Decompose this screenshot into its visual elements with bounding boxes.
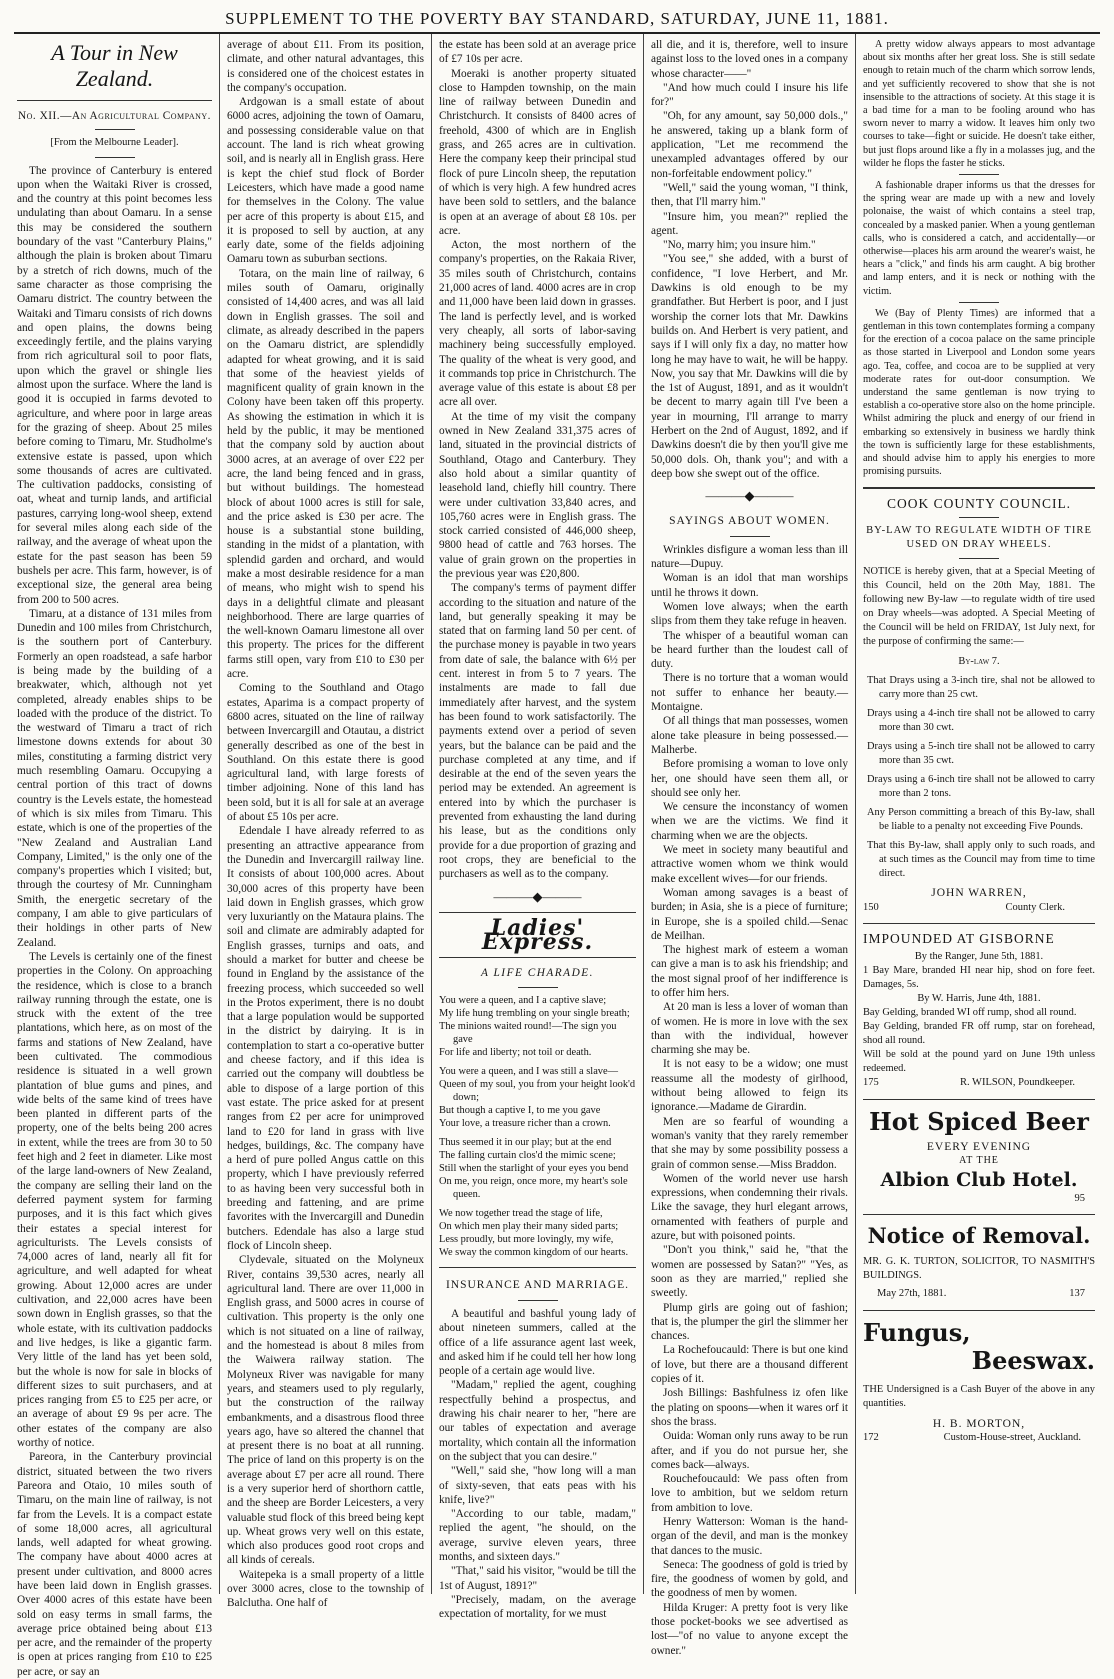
ad-line: AT THE (959, 1154, 999, 1166)
ad-title: Fungus, (863, 1317, 971, 1347)
paragraph: Coming to the Southland and Otago estates, Aparima is a compact property of 6800 acres, situated on the line of railway between Invercargill and Otautau, a district generally described as one of the best in Southland. On this estate there is good agricultural land, with large forests of timber adjoining. None of this land has been sold, but it is all for sale at an average of about £5 10s per acre. (227, 682, 424, 824)
divider (959, 302, 999, 303)
ad-address: Custom-House-street, Auckland. (943, 1432, 1081, 1444)
saying: Woman among savages is a beast of burden; in Asia, she is a piece of furniture; in Europe, she is a spoiled child.—Senac de Meilhan. (651, 886, 848, 942)
divider (95, 157, 135, 158)
section-title: INSURANCE AND MARRIAGE. (445, 1278, 630, 1291)
paragraph: "Well," said the young woman, "I think, then, that I'll marry him." (651, 181, 848, 209)
poem (439, 994, 636, 1259)
saying: The whisper of a beautiful woman can be heard further than the loudest call of duty. (651, 629, 848, 671)
poem-line: On which men play their many sided parts; (439, 1220, 619, 1232)
paragraph: At the time of my visit the company owned in New Zealand 331,375 acres of land, situated in the provincial districts of Southland, Otago and Canterbury. They also hold about a similar quantity of leasehold land, chiefly hill country. There were under cultivation 33,840 acres, and 105,760 acres were in English grass. The stock carried consisted of 446,000 sheep, 9800 head of cattle and 763 horses. The value of grain grown on the properties in the previous year was £20,800. (439, 410, 636, 580)
saying: Josh Billings: Bashfulness iz ofen like the plating on spoons—when it wares orf it shos the brass. (651, 1387, 848, 1428)
ad-number: 172 (863, 1432, 879, 1444)
paragraph: A beautiful and bashful young lady of about nineteen summers, called at the office of a life assurance agent last week, and asked him if he could tell her how long people of a certain age would live. (439, 1308, 636, 1378)
short-items (863, 38, 1095, 479)
bylaw-rule: Drays using a 5-inch tire shall not be allowed to carry more than 35 cwt. (867, 741, 1095, 767)
ornament-divider: ———◆——— (705, 488, 794, 504)
removal-ad (863, 1223, 1095, 1301)
paragraph: The province of Canterbury is entered upon when the Waitaki River is crossed, and the country at this point becomes less undulating than about Oamaru. In a sense this may be considered the southern boundary of the vast "Canterbury Plains," although the plain is broken about Timaru by a stretch of rich downs, much of the same character as those comprising the Oamaru district. The country between the Waitaki and Timaru consists of rich downs and open plains, the downs being exceedingly fertile, and the plains varying from rich agricultural soil to poor flats, upon which the gravel or shingle lies almost upon the surface. Where the land is good it is occupied in farms devoted to agriculture, and where poor in large areas for the grazing of sheep. About 25 miles before coming to Timaru, Mr. Studholme's extensive estate is passed, upon which some thousands of acres are cultivated. The cultivation paddocks, consisting of oat, wheat and turnip lands, and artificial pastures, carrying long-wool sheep, extend for several miles along each side of the railway, and the average of wheat upon the estate for the past season has been 59 bushels per acre. This farm, however, is of exceptional size, the general area being from 200 to 500 acres. (17, 164, 212, 606)
saying: Seneca: The goodness of gold is tried by fire, the goodness of women by gold, and the goodness of men by women. (651, 1558, 848, 1600)
council-notice (863, 497, 1095, 915)
saying: Woman is an idol that man worships until he throws it down. (651, 572, 848, 599)
paragraph: average of about £11. From its position, climate, and other natural advantages, this is considered one of the choicest estates in the company's occupation. (227, 39, 424, 94)
divider (518, 1300, 558, 1301)
saying: We censure the inconstancy of women when we are the victims. We find it charming when we are the objects. (651, 801, 848, 842)
ornament-divider: ———◆——— (493, 888, 582, 904)
paragraph: "Oh, for any amount, say 50,000 dols.," he answered, taking up a blank form of application, "Let me recommend the unexampled advantages offered by our non-forfeitable endowment policy." (651, 110, 848, 180)
saying: Women love always; when the earth slips from them they take refuge in heaven. (651, 600, 848, 628)
ad-title: Notice of Removal. (867, 1223, 1091, 1249)
column-5 (856, 34, 1102, 1594)
divider (959, 174, 999, 175)
ad-footer (863, 901, 1095, 915)
poem-line: You were a queen, and I a captive slave; (439, 994, 607, 1006)
poem-line: My life hung trembling on your single breath; (439, 1007, 630, 1019)
poem-line: On me, you reign, once more, my heart's sole queen. (439, 1175, 628, 1200)
paragraph: The company's terms of payment differ according to the situation and nature of the land, but generally speaking it may be stated that on farming land 50 per cent. of the purchase money is payable in two years from date of sale, the balance with 6½ per cent. interest in from 5 to 7 years. The instalments are made to fall due immediately after harvest, and the system has been found to work satisfactorily. The payments extend over a period of seven years, but the balance can be paid and the purchase completed at any time, and if desirable at the end of the seven years the period may be extended. An agreement is entered into by which the purchaser is prevented from exhausting the land during his lease, but as the conditions only provide for a due proportion of grazing and root crops, they are beneficial to the purchasers as well as to the company. (439, 582, 636, 881)
ad-number: 137 (1069, 1288, 1085, 1300)
columns (10, 34, 1104, 1678)
poem-line: But though a captive I, to me you gave (439, 1104, 601, 1116)
paragraph: Timaru, at a distance of 131 miles from Dunedin and 100 miles from Christchurch, is the southern port of Canterbury. Formerly an open roadstead, a safe harbor is being made by the building of a breakwater, which, although not yet completed, already enables ships to be loaded with the produce of the district. To the westward of Timaru a tract of rich limestone downs extends for about 30 miles, constituting a farming district very much resembling Oamaru. Occupying a central portion of this tract of downs country is the Levels estate, the homestead of which is six miles from Timaru. This estate, which is one of the properties of the "New Zealand and Australian Land Company, Limited," is the only one of the company's properties which I visited; but, through the courtesy of Mr. Cunningham Smith, the energetic secretary of the company, I am able to give particulars of their holdings in other parts of New Zealand. (17, 607, 212, 949)
paragraph: A pretty widow always appears to most advantage about six months after her great loss. She is still sedate enough to retain much of the charm which sorrow lends, and yet sufficiently recovered to show that she is not insensible to the attractions of society. At this stage it is a bad time for a man to be fooling around who has sworn never to marry a widow. It leaves him only two courses to take—fight or suicide. He doesn't take either, but just flops around like a fly in a molasses jug, and the wilder he flops the faster he sticks. (863, 39, 1095, 169)
poem-line: We sway the common kingdom of our hearts. (439, 1246, 629, 1258)
ad-body: THE Undersigned is a Cash Buyer of the above in any quantities. (863, 1383, 1095, 1409)
signature: JOHN WARREN, (931, 887, 1027, 900)
ad-line: EVERY EVENING (926, 1140, 1032, 1153)
paragraph: all die, and it is, therefore, well to insure against loss to the loved ones in a company whose character——" (651, 39, 848, 80)
divider (863, 923, 1095, 924)
bylaw-rule: That Drays using a 3-inch tire, shal not be allowed to carry more than 25 cwt. (867, 675, 1095, 701)
column-3 (432, 34, 644, 1621)
paragraph: The Levels is certainly one of the finest properties in the Colony. On approaching the residence, which is close to a branch railway running through the estate, one is struck with the extent of the tree plantations, which here, as on most of the farms and stations of New Zealand, have been cultivated. The commodious residence is situated in a well grown plantation of blue gums and pines, and wide belts of the same kind of trees have been planted in different parts of the property, one of the belts being 200 acres in extent, while the trees are from 30 to 50 feet high and 2 feet in diameter. Like most of the large land-owners of New Zealand, the company are selling their land on the deferred payment system for farming purposes, and it is this fact which gives their estates a special interest for agriculturists. The Levels consists of 74,000 acres of land, nearly all fit for agriculture, and well adapted for wheat growing. About 12,000 acres are under cultivation, and 22,000 acres have been sown down in English grasses, so that the whole estate, with its cultivation paddocks and live hedges, is like a gigantic farm. Very little of the land has yet been sold, but the whole is now for sale in blocks of different sizes to suit purchasers, and at prices ranging from £5 to £25 per acre, or an average of about £9 9s per acre. The other estates of the company are also worthy of notice. (17, 950, 212, 1450)
saying: Men are so fearful of wounding a woman's vanity that they rarely remember that she may by some possibility possess a grain of common sense.—Miss Braddon. (651, 1115, 848, 1171)
poem-line: Still when the starlight of your eyes you bend (439, 1162, 629, 1174)
article-subhead: No. XII.—An Agricultural Company. (17, 110, 211, 122)
divider (17, 100, 212, 101)
paragraph: We (Bay of Plenty Times) are informed that a gentleman in this town contemplates forming a company for the erection of a cocoa palace on the same principle as those started in Liverpool and London some years ago. Tea, coffee, and cocoa are to be supplied at very moderate rates for out-door consumption. We understand the same gentleman is now trying to establish a co-operative store also on the home principle. Whilst admiring the pluck and energy of our friend in embarking so extensively in business we hardly think the town is sufficiently large for these establishments, and should advise him to apply his energies to more promising pursuits. (863, 307, 1095, 478)
impound-note: Will be sold at the pound yard on June 19th unless redeemed. (863, 1049, 1095, 1075)
bylaw-rule: Drays using a 4-inch tire shall not be allowed to carry more than 30 cwt. (867, 708, 1095, 734)
saying: There is no torture that a woman would not suffer to enhance her beauty.—Montaigne. (651, 672, 848, 714)
poem-line: You were a queen, and I was still a slave— (439, 1065, 619, 1077)
beer-ad (863, 1108, 1095, 1207)
notice-by: By the Ranger, June 5th, 1881. (914, 951, 1044, 963)
notice-title: COOK COUNTY COUNCIL. (886, 495, 1072, 511)
paragraph: Moeraki is another property situated close to Hampden township, on the main line of railway between Dunedin and Christchurch. It consists of 8400 acres of freehold, 4300 of which are in English grass, and 265 acres are in cultivation. Here the company keep their principal stud flock of pure Lincoln sheep, the reputation of which is very high. A few hundred acres have been sold to settlers, and the balance is open at an average of about £8 10s. per acre. (439, 67, 636, 237)
poem-line: Less proudly, but more lovingly, my wife, (439, 1233, 614, 1245)
paragraph: Edendale I have already referred to as presenting an attractive appearance from the Dunedin and Invercargill railway line. It consists of about 100,000 acres. About 30,000 acres of this property have been laid down in English grasses, which grow very luxuriantly on the Mataura plains. The soil and climate are admirably adapted for English grasses, turnips and oats, and should a market for butter and cheese be found in England by the assistance of the freezing process, which succeeded so well in the Protos experiment, there is no doubt that a large population would be supported in the district by dairying. It is in contemplation to start a co-operative butter and cheese factory, and if this idea is carried out the company will doubtless be able to dispose of a large portion of this vast estate. The price asked for at present ranges from £2 per acre for unimproved land to £20 for land in grass with live hedges, buildings, &c. The company have a herd of pure polled Angus cattle on this property, which I have previously referred to as having been very successful both in breeding and fattening, and are prime favorites with the Invercargill and Dunedin butchers. Edendale has also a large stud flock of Lincoln sheep. (227, 825, 424, 1252)
impound-item: Bay Gelding, branded FR off rump, star on forehead, shod all round. (863, 1021, 1095, 1047)
saying: Before promising a woman to love only her, one should have seen them all, or should see only her. (651, 758, 848, 799)
bylaw-rule: That this By-law, shall apply only to such roads, and at such times as the Council may from time to time direct. (867, 840, 1095, 880)
notice-title: IMPOUNDED AT GISBORNE (863, 930, 1055, 946)
divider (95, 129, 135, 130)
divider (439, 957, 636, 958)
saying: Hilda Kruger: A pretty foot is very like those pocket-books we see advertised as lost—"of no value to anyone except the owner." (651, 1601, 848, 1657)
ad-footer (863, 1431, 1095, 1445)
saying: Plump girls are going out of fashion; that is, the plumper the girl the slimmer her chances. (651, 1301, 848, 1343)
section-title: SAYINGS ABOUT WOMEN. (669, 514, 830, 527)
paragraph: Clydevale, situated on the Molyneux River, contains 39,530 acres, nearly all agricultural land. There are over 11,000 in English grass, and 5000 acres in course of cultivation. This property is the only one which is not situated on a line of railway, and the homestead is about 8 miles from the Waiwera railway station. The Molyneux River was navigable for many years, and steamers used to ply regularly, but the construction of the railway embankments, and a disastrous flood three years ago, have so altered the channel that at present there is no boat at all running. The price of land on this property is on the average about £7 per acre all round. There is a very superior herd of shorthorn cattle, and the sheep are Border Leicesters, a very valuable stud flock of this breed being kept up. Wheat grows very well on this estate, which also produces good root crops and all kinds of cereals. (227, 1254, 424, 1567)
notice-by: By W. Harris, June 4th, 1881. (917, 993, 1041, 1005)
saying: Henry Watterson: Woman is the hand-organ of the devil, and man is the monkey that dances to the music. (651, 1515, 848, 1557)
bylaw-heading: By-law 7. (958, 656, 1000, 668)
poem-line: Thus seemed it in our play; but at the end (439, 1136, 612, 1148)
paragraph: Ardgowan is a small estate of about 6000 acres, adjoining the town of Oamaru, and possessing considerable value on that account. The land is rich wheat growing soil, and is nearly all in English grass. Here is kept the chief stud flock of Border Leicesters, which have made a good name for themselves in the Colony. The value per acre of this property is about £15, and it is proposed to sell by auction, at any early date, some of the fields adjoining Oamaru town as suburban sections. (227, 96, 424, 266)
paragraph: "That," said his visitor, "would be till the 1st of August, 1891?" (439, 1565, 637, 1592)
article-headline: A Tour in New Zealand. (51, 40, 178, 91)
notice-text: NOTICE is hereby given, that at a Special Meeting of this Council, held on the 20th May, 1881. The following new By-law —to regulate width of tire used on Dray wheels—was adopted. A Special Meeting of the Council will be held on FRIDAY, 1st July next, for the purpose of confirming the same:— (863, 566, 1095, 648)
paragraph: Pareora, in the Canterbury provincial district, situated between the two rivers Pareora and Otaio, 10 miles south of Timaru, on the main line of railway, is not far from the Levels. It is a compact estate of some 18,000 acres, all agricultural lands, well adapted for wheat growing. The company have about 4000 acres at present under cultivation, and 8000 acres have been laid down in English grasses. Over 4000 acres of this estate have been sold on easy terms in small farms, the average price obtained being about £13 per acre, and the remainder of the property is open at prices ranging from £10 to £25 per acre, or say an (17, 1451, 212, 1678)
paragraph: Totara, on the main line of railway, 6 miles south of Oamaru, originally consisted of 14,400 acres, and was all laid down in English grasses. The soil and climate, as already described in the papers on the Oamaru district, are splendidly adapted for wheat growing, and it is said that some of the heaviest yields of magnificent quality of grain known in the Colony have been taken off this property. As showing the estimation in which it is held by the public, it may be mentioned that the company sold by auction about 3000 acres, at an average of over £22 per acre, the land being fenced and in grass, but without buildings. The homestead block of about 1000 acres is still for sale, and the price asked is £30 per acre. The house is a substantial stone building, standing in the midst of a plantation, with splendid garden and orchard, and would make a most desirable residence for a man of means, who might wish to spend his days in a delightful climate and pleasant neighborhood. There are large quarries of the well-known Oamaru limestone all over this property. The prices for the different farms still open, vary from £10 to £30 per acre. (227, 267, 424, 681)
paragraph: "And how much could I insure his life for?" (651, 81, 848, 109)
poem-line: The minions waited round!—The sign you gave (439, 1020, 617, 1045)
paragraph: "Madam," replied the agent, coughing respectfully behind a prospectus, and drawing his chair nearer to her, "here are our tables of expectation and average mortality, which contain all the information on the subject that you can desire." (439, 1379, 636, 1463)
fungus-ad (863, 1319, 1095, 1446)
divider (863, 1099, 1095, 1100)
paragraph: the estate has been sold at an average price of £7 10s per acre. (439, 39, 636, 66)
bylaw-rules (863, 674, 1095, 881)
bylaw-rule: Drays using a 6-inch tire shall not be allowed to carry more than 2 tons. (867, 774, 1095, 800)
article-credit: [From the Melbourne Leader]. (50, 137, 179, 149)
paragraph: "According to our table, madam," replied the agent, "he should, on the average, survive eleven years, three months, and sixteen days." (439, 1508, 636, 1564)
saying: The highest mark of esteem a woman can give a man is to ask his friendship; and the most signal proof of her indifference is to offer him hers. (651, 944, 848, 999)
saying: We meet in society many beautiful and attractive women whom we think would make excellent wives—for our friends. (651, 844, 848, 885)
saying: Ouida: Woman only runs away to be run after, and if you do not pursue her, she comes back—always. (651, 1430, 848, 1471)
paragraph: A fashionable draper informs us that the dresses for the spring wear are made up with a new and lovely polonaise, the waist of which contains a steel trap, concealed by a masked panier. When a young gentleman calls, who is considered a catch, and accidentally—or otherwise—places his arm around the wearer's waist, he hears a "click," and finds his arm caught. A big brother and lamp enters, and it is neck or nothing with the victim. (863, 180, 1095, 297)
poem-line: Queen of my soul, you from your height look'd down; (439, 1078, 636, 1103)
ad-number: 150 (863, 901, 879, 913)
paragraph: "Well," said she, "how long will a man of sixty-seven, that eats peas with his knife, live?" (439, 1465, 636, 1506)
masthead: SUPPLEMENT TO THE POVERTY BAY STANDARD, SATURDAY, JUNE 11, 1881. (225, 9, 889, 28)
paragraph: "You see," she added, with a burst of confidence, "I love Herbert, and Mr. Dawkins is old enough to be my grandfather. But Herbert is poor, and I just worship the corner lots that Mr. Dawkins builds on. And Herbert is very patient, and says if I will only fix a day, no matter how long he may have to wait, he will be happy. Now, you say that Mr. Dawkins will die by the 1st of August, 1891, and as it wouldn't be decent to marry again till I've been a year in mourning, I'll arrange to marry Herbert on the 2nd of August, 1892, and if Dawkins doesn't die by then you'll give me 50,000 dols. Oh, thank you"; and with a deep bow she swept out of the office. (651, 253, 848, 480)
divider (863, 1214, 1095, 1215)
divider (518, 987, 558, 988)
impound-notice (863, 932, 1095, 1091)
impound-item: Bay Gelding, branded WI off rump, shod all round. (863, 1007, 1077, 1019)
impound-item: 1 Bay Mare, branded HI near hip, shod on fore feet. Damages, 5s. (863, 965, 1095, 991)
saying: Of all things that man possesses, women alone take pleasure in being possessed.—Malherbe. (651, 715, 848, 756)
section-title: Ladies' Express. (481, 914, 594, 956)
ad-number: 95 (1074, 1193, 1085, 1205)
ad-number: 175 (863, 1077, 879, 1089)
notice-subtitle: BY-LAW TO REGULATE WIDTH OF TIRE USED ON DRAY WHEELS. (866, 524, 1092, 551)
column-4 (644, 34, 856, 1657)
column-2 (220, 34, 432, 1610)
saying: "Don't you think," said he, "that the women are possessed by Satan?" "Yes, as soon as they are married," replied she sweetly. (651, 1244, 848, 1300)
column-1 (10, 34, 220, 1678)
paragraph: "No, marry him; you insure him." (663, 239, 816, 252)
divider (863, 1310, 1095, 1311)
ad-date: May 27th, 1881. (877, 1288, 947, 1300)
saying: It is not easy to be a widow; one must reassume all the modesty of girlhood, without being allowed to feign its ignorance.—Madame de Girardin. (651, 1058, 848, 1114)
ad-footer (863, 1287, 1095, 1301)
poem-line: For life and liberty; not toil or death. (439, 1046, 592, 1058)
divider (439, 1267, 636, 1268)
paragraph: Waitepeka is a small property of a little over 3000 acres, close to the township of Balclutha. One half of (227, 1568, 424, 1610)
signature: H. B. MORTON, (932, 1417, 1026, 1430)
divider (959, 517, 999, 518)
divider (863, 487, 1095, 489)
divider (730, 536, 770, 537)
divider (959, 558, 999, 559)
ad-title: Hot Spiced Beer (869, 1106, 1089, 1136)
ad-footer (863, 1076, 1095, 1090)
saying: Women of the world never use harsh expressions, when condemning their rivals. Like the savage, they hurl elegant arrows, ornamented with feathers of purple and azure, but with poisoned points. (651, 1172, 848, 1243)
signature: R. WILSON, Poundkeeper. (959, 1077, 1075, 1089)
poem-line: Your love, a treasure richer than a crown. (439, 1117, 611, 1129)
ad-body: MR. G. K. TURTON, SOLICITOR, TO NASMITH'S BUILDINGS. (863, 1256, 1095, 1282)
poem-title: A LIFE CHARADE. (481, 967, 594, 980)
saying: La Rochefoucauld: There is but one kind of love, but there are a thousand different copies of it. (651, 1344, 848, 1386)
signer-role: County Clerk. (1005, 901, 1065, 913)
poem-line: We now together tread the stage of life, (439, 1207, 603, 1219)
saying: Wrinkles disfigure a woman less than ill nature—Dupuy. (651, 543, 848, 571)
paragraph: Acton, the most northern of the company's properties, on the Rakaia River, 35 miles south of Christchurch, contains 21,000 acres of land. 4000 acres are in crop and 11,000 have been laid down in grasses. The land is perfectly level, and is worked very cheaply, all sorts of labor-saving machinery being successfully employed. The quality of the wheat is very good, and it commands top price in Christchurch. The average value of this estate is about £8 per acre all over. (439, 239, 636, 409)
paragraph: "Insure him, you mean?" replied the agent. (651, 210, 848, 237)
bylaw-rule: Any Person committing a breach of this By-law, shall be liable to a penalty not exceeding Five Pounds. (867, 807, 1095, 833)
paragraph: "Precisely, madam, on the average expectation of mortality, for we must (439, 1593, 636, 1621)
divider (439, 912, 636, 913)
saying: Rouchefoucauld: We pass often from love to ambition, but we seldom return from ambition to love. (651, 1473, 848, 1514)
poem-line: The falling curtain clos'd the mimic scene; (439, 1149, 616, 1161)
saying: At 20 man is less a lover of woman than of women. He is more in love with the sex than with the individual, however charming she may be. (651, 1001, 848, 1057)
hotel-name: Albion Club Hotel. (880, 1169, 1078, 1192)
ad-title: Beeswax. (971, 1345, 1095, 1375)
